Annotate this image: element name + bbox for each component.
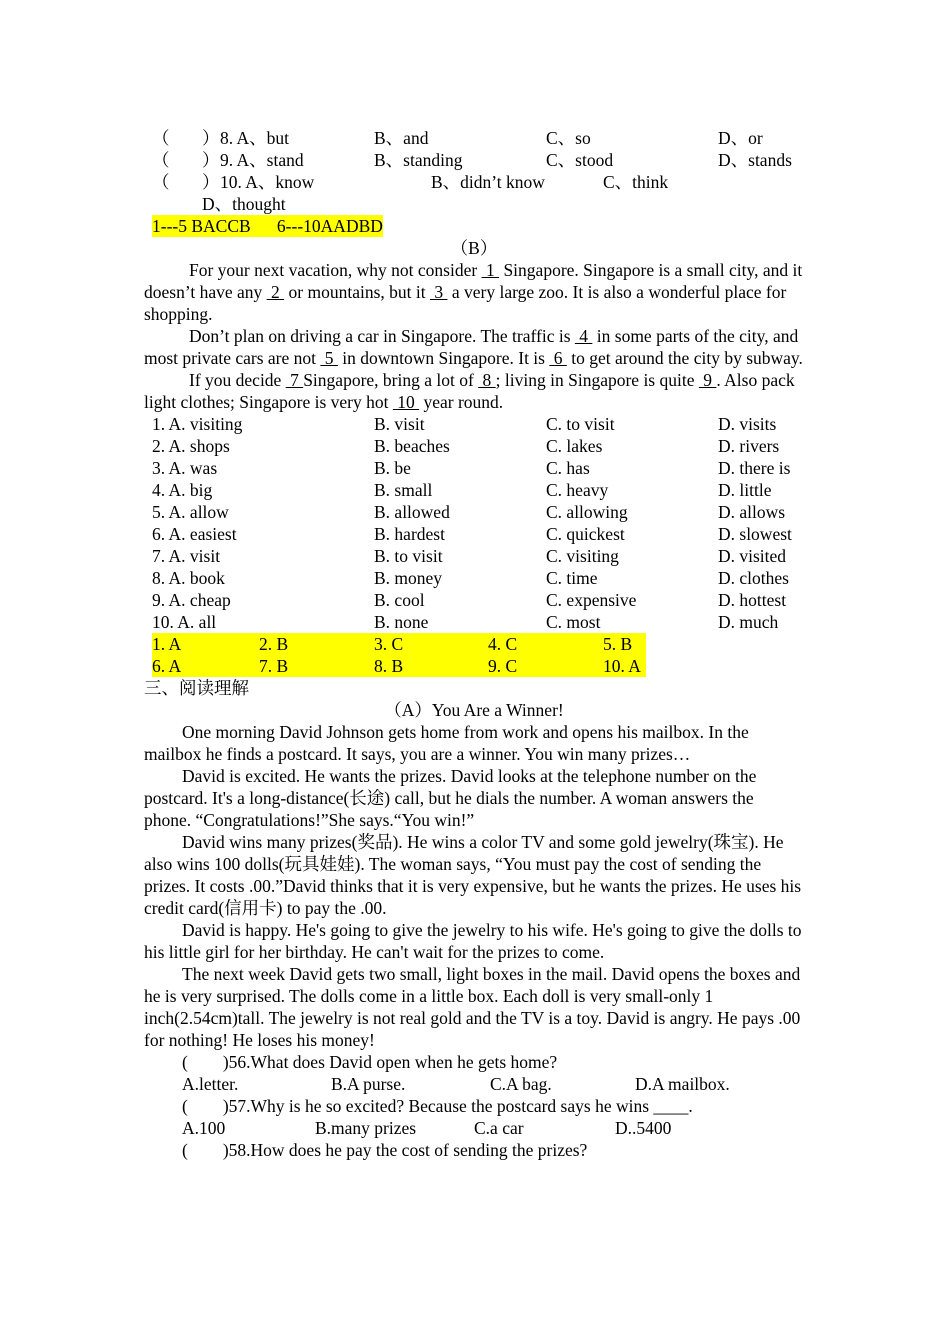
option-b: B. be bbox=[374, 458, 411, 478]
answer-item: 8. B bbox=[374, 656, 404, 676]
option-c: C. expensive bbox=[546, 590, 637, 610]
cloze-question-9 bbox=[144, 149, 804, 171]
answer-item: 10. A bbox=[603, 656, 641, 676]
answer-row bbox=[144, 655, 804, 677]
answer-paren-close: ） bbox=[202, 172, 220, 192]
blank-9: 9 bbox=[698, 370, 717, 390]
options-row bbox=[144, 523, 804, 545]
option-c: C、stood bbox=[546, 150, 614, 170]
option-a: 2. A. shops bbox=[152, 436, 230, 456]
question-option: D..5400 bbox=[615, 1118, 672, 1138]
option-c: C. to visit bbox=[546, 414, 615, 434]
option-c: C. quickest bbox=[546, 524, 625, 544]
blank-1: 1 bbox=[481, 260, 500, 280]
question-option: D.A mailbox. bbox=[635, 1074, 730, 1094]
option-a: 8. A、but bbox=[220, 128, 290, 148]
option-d: D. clothes bbox=[718, 568, 789, 588]
option-a: 3. A. was bbox=[152, 458, 218, 478]
options-row bbox=[144, 567, 804, 589]
option-d: D. much bbox=[718, 612, 779, 632]
option-b: B. money bbox=[374, 568, 443, 588]
option-b: B. beaches bbox=[374, 436, 450, 456]
answer-item: 9. C bbox=[488, 656, 518, 676]
option-b: B. cool bbox=[374, 590, 425, 610]
options-row bbox=[144, 479, 804, 501]
answer-key-b bbox=[144, 633, 804, 677]
option-b: B. small bbox=[374, 480, 433, 500]
blank-4: 4 bbox=[574, 326, 593, 346]
reading-paragraph: David is excited. He wants the prizes. David looks at the telephone number on the postcard. It's a long-distance(长途) call, but he dials the number. A woman answers the phone. “Congratulations!”She says.“You win!” bbox=[144, 766, 757, 830]
option-d: D、stands bbox=[718, 150, 792, 170]
option-b: B. allowed bbox=[374, 502, 450, 522]
answer-paren-close: ） bbox=[202, 128, 220, 148]
option-a: 5. A. allow bbox=[152, 502, 229, 522]
question-text: ( )56.What does David open when he gets home? bbox=[182, 1052, 558, 1072]
question-option: A.letter. bbox=[182, 1074, 239, 1094]
option-b: B. hardest bbox=[374, 524, 445, 544]
option-c: C. lakes bbox=[546, 436, 603, 456]
answer-key-text: 1---5 BACCB 6---10AADBD bbox=[152, 216, 383, 236]
option-b: B. visit bbox=[374, 414, 425, 434]
passage-b-paragraph-3: If you decide 7 Singapore, bring a lot of 8 ; living in Singapore is quite 9 . Also pack light clothes; Singapore is very hot 10 year round. bbox=[144, 370, 795, 412]
option-a: 1. A. visiting bbox=[152, 414, 243, 434]
option-c: C、think bbox=[603, 172, 669, 192]
question-options bbox=[144, 1073, 804, 1095]
options-row bbox=[144, 435, 804, 457]
option-d: D、thought bbox=[202, 194, 286, 214]
option-d: D、or bbox=[718, 128, 763, 148]
reading-paragraph: The next week David gets two small, light boxes in the mail. David opens the boxes and he is very surprised. The dolls come in a little box. Each doll is very small-only 1 inch(2.54cm)tall. The jewelry is not real gold and the TV is a toy. David is angry. He pays .00 for nothing! He loses his money! bbox=[144, 964, 801, 1050]
reading-paragraph: One morning David Johnson gets home from work and opens his mailbox. In the mailbox he finds a postcard. It says, you are a winner. You win many prizes… bbox=[144, 722, 749, 764]
option-b: B、standing bbox=[374, 150, 463, 170]
option-d: D. hottest bbox=[718, 590, 787, 610]
reading-paragraph: David wins many prizes(奖品). He wins a color TV and some gold jewelry(珠宝). He also wins 100 dolls(玩具娃娃). The woman says, “You must pay the cost of sending the prizes. It costs .00.”David thinks that it is very expensive, but he wants the prizes. He uses his credit card(信用卡) to pay the .00. bbox=[144, 832, 802, 918]
answer-paren-close: ） bbox=[202, 150, 220, 170]
answer-paren: （ bbox=[152, 128, 170, 148]
answer-row bbox=[144, 633, 804, 655]
option-b: B、and bbox=[374, 128, 429, 148]
reading-a-title: （A）You Are a Winner! bbox=[384, 700, 564, 720]
reading-paragraph: David is happy. He's going to give the jewelry to his wife. He's going to give the dolls to his little girl for her birthday. He can't wait for the prizes to come. bbox=[144, 920, 802, 962]
blank-5: 5 bbox=[320, 348, 338, 368]
option-a: 10. A. all bbox=[152, 612, 217, 632]
blank-6: 6 bbox=[549, 348, 567, 368]
question-text: ( )57.Why is he so excited? Because the postcard says he wins ____. bbox=[182, 1096, 693, 1116]
answer-item: 2. B bbox=[259, 634, 289, 654]
option-d: D. there is bbox=[718, 458, 791, 478]
answer-item: 3. C bbox=[374, 634, 404, 654]
options-row bbox=[144, 413, 804, 435]
option-c: C. most bbox=[546, 612, 601, 632]
question-text: ( )58.How does he pay the cost of sending the prizes? bbox=[182, 1140, 588, 1160]
passage-b-paragraph-2: Don’t plan on driving a car in Singapore. The traffic is 4 in some parts of the city, and most private cars are not 5 in downtown Singapore. It is 6 to get around the city by subway. bbox=[144, 326, 803, 368]
option-a: 10. A、know bbox=[220, 172, 315, 192]
option-c: C. heavy bbox=[546, 480, 609, 500]
options-b-table bbox=[144, 413, 804, 633]
option-c: C. has bbox=[546, 458, 590, 478]
option-c: C. time bbox=[546, 568, 598, 588]
blank-2: 2 bbox=[266, 282, 285, 302]
option-c: C. visiting bbox=[546, 546, 619, 566]
question-stem bbox=[144, 1095, 804, 1117]
question-option: A.100 bbox=[182, 1118, 226, 1138]
reading-questions bbox=[144, 1051, 804, 1161]
options-row bbox=[144, 589, 804, 611]
answer-item: 7. B bbox=[259, 656, 289, 676]
question-stem bbox=[144, 1139, 804, 1161]
blank-3: 3 bbox=[429, 282, 448, 302]
question-option: C.a car bbox=[474, 1118, 524, 1138]
option-a: 4. A. big bbox=[152, 480, 213, 500]
cloze-question-10 bbox=[144, 171, 804, 193]
answer-item: 4. C bbox=[488, 634, 518, 654]
reading-a-passage bbox=[144, 721, 804, 1051]
option-a: 6. A. easiest bbox=[152, 524, 237, 544]
option-d: D. rivers bbox=[718, 436, 780, 456]
option-d: D. visited bbox=[718, 546, 787, 566]
option-a: 9. A、stand bbox=[220, 150, 304, 170]
option-d: D. visits bbox=[718, 414, 777, 434]
blank-10: 10 bbox=[392, 392, 420, 412]
question-options bbox=[144, 1117, 804, 1139]
option-d: D. allows bbox=[718, 502, 786, 522]
document-page bbox=[144, 127, 804, 1161]
blank-7: 7 bbox=[285, 370, 304, 390]
option-b: B、didn’t know bbox=[431, 172, 545, 192]
answer-paren: （ bbox=[152, 172, 170, 192]
option-c: C. allowing bbox=[546, 502, 628, 522]
answer-item: 6. A bbox=[152, 656, 182, 676]
answer-key-a bbox=[144, 215, 804, 237]
option-b: B. none bbox=[374, 612, 429, 632]
option-a: 8. A. book bbox=[152, 568, 225, 588]
question-stem bbox=[144, 1051, 804, 1073]
options-row bbox=[144, 545, 804, 567]
cloze-question-8 bbox=[144, 127, 804, 149]
blank-8: 8 bbox=[478, 370, 496, 390]
option-a: 7. A. visit bbox=[152, 546, 221, 566]
question-option: C.A bag. bbox=[490, 1074, 552, 1094]
section-3-title: 三、阅读理解 bbox=[144, 678, 249, 698]
option-b: B. to visit bbox=[374, 546, 443, 566]
section-b-title: （B） bbox=[450, 238, 498, 258]
passage-b-paragraph-1: For your next vacation, why not consider 1 Singapore. Singapore is a small city, and it doesn’t have any 2 or mountains, but it 3 a very large zoo. It is also a wonderful place for shopping. bbox=[144, 260, 803, 324]
option-a: 9. A. cheap bbox=[152, 590, 231, 610]
answer-item: 5. B bbox=[603, 634, 633, 654]
option-d: D. slowest bbox=[718, 524, 792, 544]
answer-item: 1. A bbox=[152, 634, 182, 654]
option-d: D. little bbox=[718, 480, 772, 500]
options-row bbox=[144, 501, 804, 523]
question-option: B.A purse. bbox=[331, 1074, 406, 1094]
option-c: C、so bbox=[546, 128, 591, 148]
options-row bbox=[144, 611, 804, 633]
cloze-question-10-cont bbox=[144, 193, 804, 215]
answer-paren: （ bbox=[152, 150, 170, 170]
options-row bbox=[144, 457, 804, 479]
question-option: B.many prizes bbox=[315, 1118, 417, 1138]
